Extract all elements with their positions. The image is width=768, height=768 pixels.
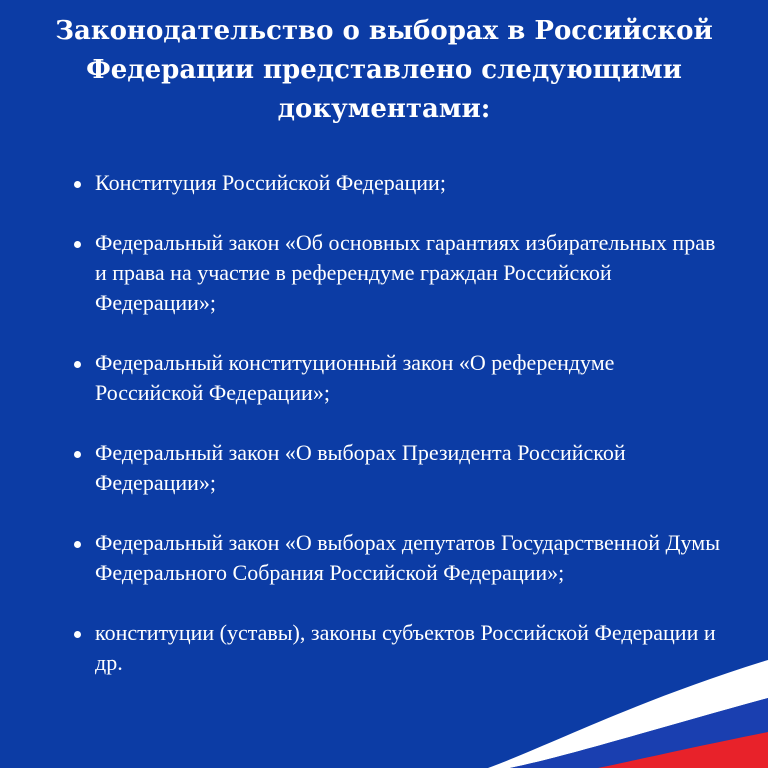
list-item bbox=[74, 348, 720, 408]
list-item bbox=[74, 528, 720, 588]
bullet-icon bbox=[74, 241, 81, 248]
list-item bbox=[74, 438, 720, 498]
document-text: Федеральный конституционный закон «О референдуме Российской Федерации»; bbox=[95, 350, 615, 405]
bullet-icon bbox=[74, 181, 81, 188]
bullet-icon bbox=[74, 451, 81, 458]
poster-title: Законодательство о выборах в Российской Федерации представлено следующими документами: bbox=[55, 16, 713, 124]
documents-list bbox=[74, 168, 720, 708]
document-text: Федеральный закон «О выборах Президента Российской Федерации»; bbox=[95, 440, 626, 495]
document-text: Конституция Российской Федерации; bbox=[95, 170, 446, 195]
bullet-icon bbox=[74, 541, 81, 548]
document-text: конституции (уставы), законы субъектов Российской Федерации и др. bbox=[95, 620, 716, 675]
list-item bbox=[74, 168, 720, 198]
russian-flag-icon bbox=[488, 658, 768, 768]
document-text: Федеральный закон «О выборах депутатов Государственной Думы Федерального Собрания Российской Федерации»; bbox=[95, 530, 720, 585]
list-item bbox=[74, 228, 720, 318]
bullet-icon bbox=[74, 631, 81, 638]
bullet-icon bbox=[74, 361, 81, 368]
document-text: Федеральный закон «Об основных гарантиях избирательных прав и права на участие в референдуме граждан Российской Федерации»; bbox=[95, 230, 716, 315]
